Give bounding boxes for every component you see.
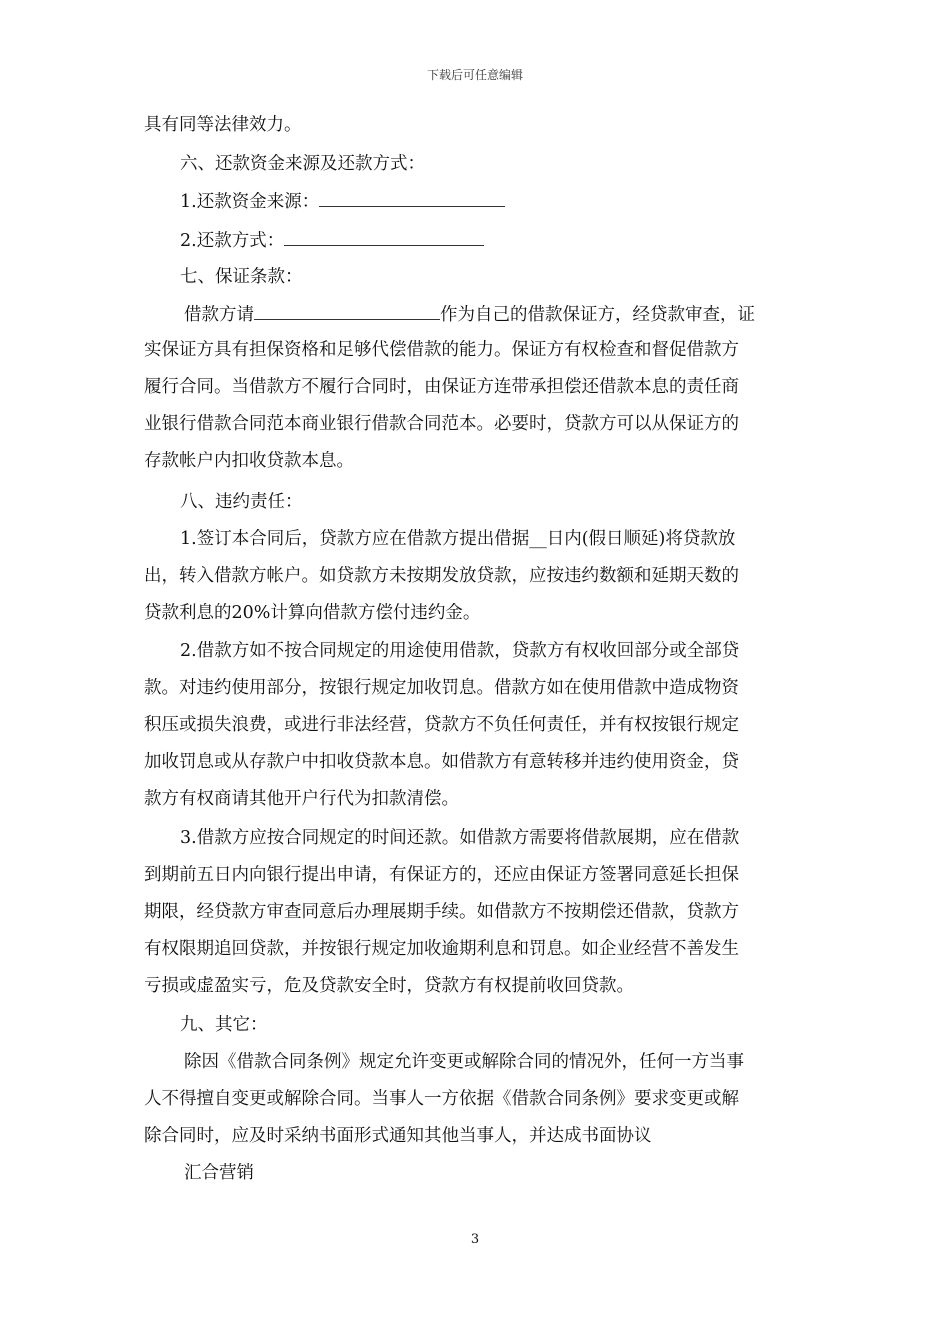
text-line	[180, 1013, 268, 1037]
line-text-after-blank: 作为自己的借款保证方，经贷款审查，证	[440, 305, 755, 325]
text-line	[180, 639, 739, 663]
line-text: 除合同时，应及时采纳书面形式通知其他当事人，并达成书面协议	[144, 1126, 652, 1146]
text-line	[144, 787, 459, 811]
fill-in-blank	[254, 302, 440, 320]
line-text: 到期前五日内向银行提出申请，有保证方的，还应由保证方签署同意延长担保	[144, 865, 739, 885]
fill-in-blank	[284, 228, 484, 246]
line-text: 加收罚息或从存款户中扣收贷款本息。如借款方有意转移并违约使用资金，贷	[144, 752, 739, 772]
text-line	[144, 338, 739, 362]
text-line	[184, 1050, 744, 1074]
line-text: 1.还款资金来源：	[180, 192, 320, 212]
text-line	[180, 826, 739, 850]
text-line	[144, 900, 739, 924]
line-text: 出，转入借款方帐户。如贷款方未按期发放贷款，应按违约数额和延期天数的	[144, 566, 739, 586]
line-text: 亏损或虚盈实亏，危及贷款安全时，贷款方有权提前收回贷款。	[144, 976, 634, 996]
text-line	[144, 375, 739, 399]
line-text: 2.借款方如不按合同规定的用途使用借款，贷款方有权收回部分或全部贷	[180, 641, 740, 661]
line-text: 3.借款方应按合同规定的时间还款。如借款方需要将借款展期，应在借款	[180, 828, 740, 848]
line-text: 业银行借款合同范本商业银行借款合同范本。必要时，贷款方可以从保证方的	[144, 414, 739, 434]
text-line	[144, 601, 480, 625]
text-line	[144, 1087, 739, 1111]
text-line	[144, 1124, 652, 1148]
page-header: 下载后可任意编辑	[426, 68, 523, 82]
text-line	[144, 863, 739, 887]
text-line	[180, 527, 735, 551]
line-text: 存款帐户内扣收贷款本息。	[144, 451, 354, 471]
line-text: 期限，经贷款方审查同意后办理展期手续。如借款方不按期偿还借款，贷款方	[144, 902, 739, 922]
page-number: 3	[470, 1232, 480, 1247]
text-line	[144, 564, 739, 588]
line-text: 积压或损失浪费，或进行非法经营，贷款方不负任何责任，并有权按银行规定	[144, 715, 739, 735]
line-text: 除因《借款合同条例》规定允许变更或解除合同的情况外，任何一方当事	[184, 1052, 744, 1072]
text-line	[144, 449, 354, 473]
text-line	[144, 676, 739, 700]
line-text: 贷款利息的20%计算向借款方偿付违约金。	[144, 603, 481, 623]
text-line	[144, 937, 739, 961]
text-line	[184, 1161, 254, 1185]
text-line	[180, 189, 505, 214]
line-text: 履行合同。当借款方不履行合同时，由保证方连带承担偿还借款本息的责任商	[144, 377, 739, 397]
text-line	[180, 152, 425, 176]
line-text: 六、还款资金来源及还款方式：	[180, 154, 425, 174]
text-line	[144, 750, 739, 774]
text-line	[180, 265, 303, 289]
line-text: 2.还款方式：	[180, 231, 285, 251]
text-line	[144, 713, 739, 737]
line-text: 款方有权商请其他开户行代为扣款清偿。	[144, 789, 459, 809]
line-text: 实保证方具有担保资格和足够代偿借款的能力。保证方有权检查和督促借款方	[144, 340, 739, 360]
line-text: 1.签订本合同后，贷款方应在借款方提出借据__日内(假日顺延)将贷款放	[180, 529, 736, 549]
line-text: 有权限期追回贷款，并按银行规定加收逾期利息和罚息。如企业经营不善发生	[144, 939, 739, 959]
line-text: 款。对违约使用部分，按银行规定加收罚息。借款方如在使用借款中造成物资	[144, 678, 739, 698]
line-text: 八、违约责任：	[180, 492, 303, 512]
text-line	[180, 228, 484, 253]
line-text: 九、其它：	[180, 1015, 268, 1035]
text-line	[184, 302, 755, 327]
line-text: 七、保证条款：	[180, 267, 303, 287]
line-text: 借款方请	[184, 305, 254, 325]
fill-in-blank	[319, 189, 505, 207]
line-text: 汇合营销	[184, 1163, 254, 1183]
line-text: 人不得擅自变更或解除合同。当事人一方依据《借款合同条例》要求变更或解	[144, 1089, 739, 1109]
text-line	[144, 412, 739, 436]
text-line	[144, 113, 302, 137]
line-text: 具有同等法律效力。	[144, 115, 302, 135]
text-line	[180, 490, 303, 514]
text-line	[144, 974, 634, 998]
